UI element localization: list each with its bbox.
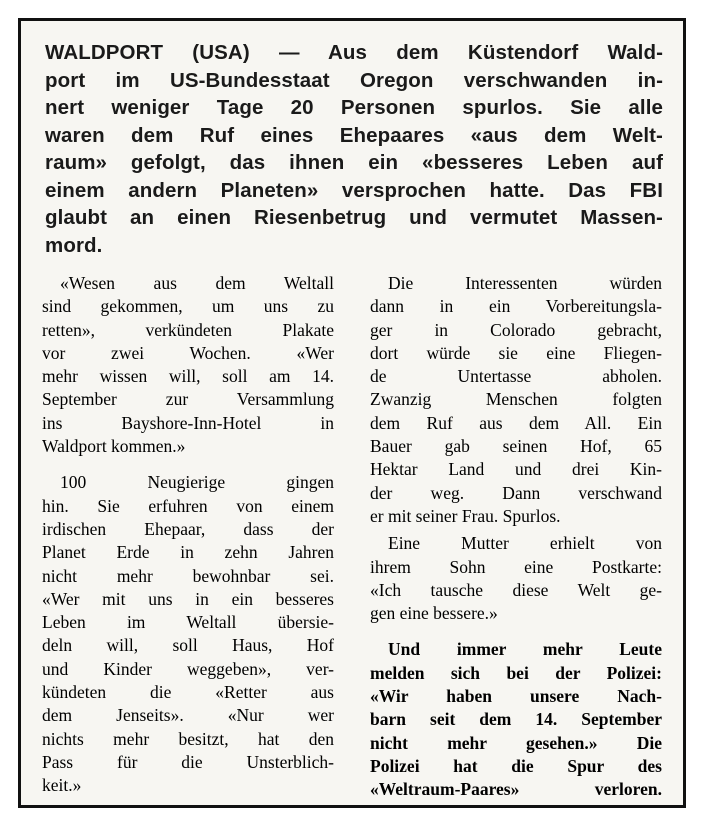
text-line: Planet Erde in zehn Jahren [42, 542, 334, 563]
text-line: hin. Sie erfuhren von einem [42, 495, 334, 516]
text-line: Pass für die Unsterblich- [42, 751, 334, 772]
text-line: Und immer mehr Leute [388, 639, 662, 660]
lead-line: mord. [45, 233, 103, 257]
text-line: 100 Neugierige gingen [60, 472, 334, 493]
text-line: kündeten die «Retter aus [42, 682, 334, 703]
right-paragraph-3 [370, 638, 662, 801]
left-paragraph-1 [42, 272, 334, 458]
text-line: nichts mehr besitzt, hat den [42, 728, 334, 749]
text-line: gen eine bessere.» [370, 603, 498, 624]
left-column [42, 272, 334, 802]
lead-line: raum» gefolgt, das ihnen ein «besseres Leben auf [45, 151, 663, 174]
text-line: dort würde sie eine Fliegen- [370, 342, 662, 363]
text-line: dem Ruf aus dem All. Ein [370, 412, 662, 433]
right-column [370, 272, 662, 806]
text-line: Eine Mutter erhielt von [388, 533, 662, 554]
text-line: dem Jenseits». «Nur wer [42, 705, 334, 726]
lead-line: WALDPORT (USA) — Aus dem Küstendorf Wald- [45, 41, 663, 64]
text-line: keit.» [42, 775, 82, 796]
text-line: ihrem Sohn eine Postkarte: [370, 556, 662, 577]
text-line: mehr wissen will, soll am 14. [42, 366, 334, 387]
text-line: «Wesen aus dem Weltall [60, 273, 334, 293]
article-columns [42, 272, 662, 800]
text-line: Leben im Weltall übersie- [42, 612, 334, 633]
text-line: melden sich bei der Polizei: [370, 662, 662, 683]
text-line: nicht mehr gesehen.» Die [370, 732, 662, 753]
text-line: deln will, soll Haus, Hof [42, 635, 334, 656]
lead-line: glaubt an einen Riesenbetrug und vermutet Massen- [45, 206, 663, 229]
text-line: vor zwei Wochen. «Wer [42, 342, 334, 363]
text-line: Waldport kommen.» [42, 436, 186, 457]
lead-paragraph [45, 39, 663, 259]
text-line: irdischen Ehepaar, dass der [42, 518, 334, 539]
text-line: er mit seiner Frau. Spurlos. [370, 505, 561, 526]
text-line: nicht mehr bewohnbar sei. [42, 565, 334, 586]
text-line: barn seit dem 14. September [370, 709, 662, 730]
right-paragraph-1 [370, 272, 662, 528]
text-line: «Ich tausche diese Welt ge- [370, 579, 662, 600]
text-line: «Wer mit uns in ein besseres [42, 588, 334, 609]
text-line: Polizei hat die Spur des [370, 755, 662, 776]
text-line: Die Interessenten würden [388, 273, 662, 293]
right-paragraph-2 [370, 532, 662, 625]
lead-line: nert weniger Tage 20 Personen spurlos. Sie alle [45, 96, 663, 119]
lead-line: waren dem Ruf eines Ehepaares «aus dem Welt- [45, 123, 663, 147]
text-line: de Untertasse abholen. [370, 366, 662, 387]
text-line: sind gekommen, um uns zu [42, 296, 334, 317]
text-line: und Kinder weggeben», ver- [42, 658, 334, 679]
text-line: «Wir haben unsere Nach- [370, 686, 662, 707]
text-line: ger in Colorado gebracht, [370, 319, 662, 340]
text-line: Zwanzig Menschen folgten [370, 389, 662, 410]
text-line: ins Bayshore-Inn-Hotel in [42, 412, 334, 433]
text-line: der weg. Dann verschwand [370, 482, 662, 503]
lead-line: einem andern Planeten» versprochen hatte. Das FBI [45, 178, 663, 202]
left-paragraph-2 [42, 471, 334, 797]
text-line: dann in ein Vorbereitungsla- [370, 296, 662, 317]
lead-line: port im US-Bundesstaat Oregon verschwanden in- [45, 68, 663, 92]
text-line: «Weltraum-Paares» verloren. [370, 779, 662, 800]
text-line: retten», verkündeten Plakate [42, 319, 334, 340]
text-line: Hektar Land und drei Kin- [370, 459, 662, 480]
text-line: September zur Versammlung [42, 389, 334, 410]
text-line: Bauer gab seinen Hof, 65 [370, 436, 662, 457]
